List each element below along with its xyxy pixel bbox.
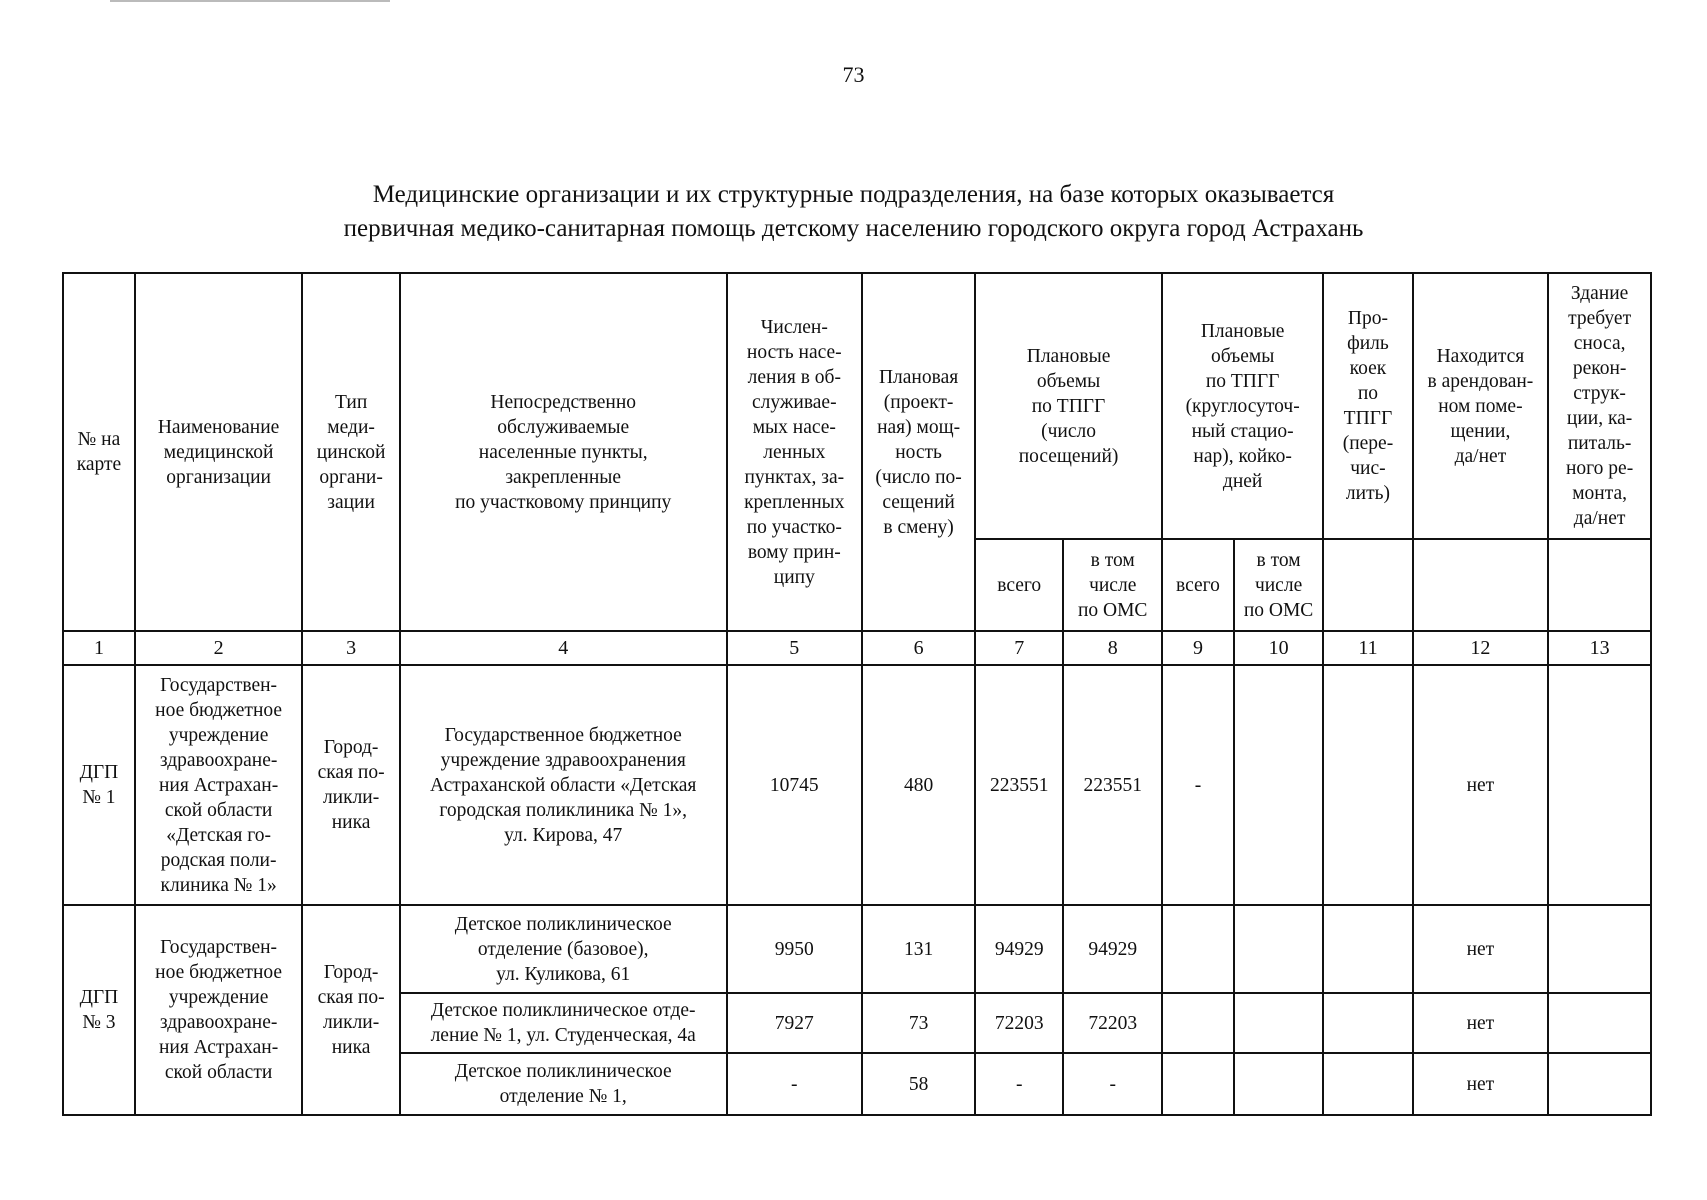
cell-population: 10745 [727,665,863,905]
cell-bed-profile [1323,993,1412,1053]
page-number: 73 [842,62,865,87]
cell-population: 9950 [727,905,863,993]
table-row [63,665,1651,905]
cell-settlement: Детское поликлиническое отделение (базовое), ул. Куликова, 61 [400,905,727,993]
cell-rented: нет [1413,905,1549,993]
column-number: 5 [727,631,863,665]
organizations-table [62,272,1652,1116]
cell-visits-total: 94929 [975,905,1063,993]
cell-needs-repair [1548,905,1651,993]
cell-rented: нет [1413,1053,1549,1115]
header-visits-oms: в том числе по ОМС [1063,539,1162,631]
cell-needs-repair [1548,993,1651,1053]
cell-beds-total: - [1162,665,1234,905]
cell-capacity: 131 [862,905,975,993]
cell-capacity: 58 [862,1053,975,1115]
document-title [0,178,1707,246]
title-line-2: первичная медико-санитарная помощь детскому населению городского округа город Астрахань [343,215,1364,242]
table-body [63,665,1651,1115]
cell-capacity: 73 [862,993,975,1053]
header-capacity: Плановая (проект- ная) мощ- ность (число по- сещений в смену) [862,273,975,631]
header-bed-profile: Про- филь коек по ТПГГ (пере- чис- лить) [1323,273,1412,539]
column-number: 11 [1323,631,1412,665]
cell-visits-oms: - [1063,1053,1162,1115]
column-number: 6 [862,631,975,665]
cell-settlement: Государственное бюджетное учреждение здравоохранения Астраханской области «Детская городская поликлиника № 1», ул. Кирова, 47 [400,665,727,905]
cell-settlement: Детское поликлиническое отделение № 1, [400,1053,727,1115]
column-number: 13 [1548,631,1651,665]
cell-beds-oms [1234,665,1323,905]
cell-visits-oms: 223551 [1063,665,1162,905]
header-org-type: Тип меди- цинской органи- зации [302,273,400,631]
header-settlements: Непосредственно обслуживаемые населенные пункты, закрепленные по участковому принципу [400,273,727,631]
column-number: 9 [1162,631,1234,665]
header-empty-cell [1548,539,1651,631]
column-number: 3 [302,631,400,665]
column-number: 4 [400,631,727,665]
cell-needs-repair [1548,665,1651,905]
table-header [63,273,1651,665]
cell-org-type: Город- ская по- ликли- ника [302,905,400,1115]
header-visits-total: всего [975,539,1063,631]
header-beds-total: всего [1162,539,1234,631]
cell-bed-profile [1323,665,1412,905]
cell-map-no: ДГП № 3 [63,905,135,1115]
table-row [63,905,1651,993]
cell-visits-total: 72203 [975,993,1063,1053]
column-number: 2 [135,631,302,665]
cell-visits-oms: 94929 [1063,905,1162,993]
cell-population: - [727,1053,863,1115]
cell-org-name: Государствен- ное бюджетное учреждение здравоохране- ния Астрахан- ской области «Детская го- родская поли- клиника № 1» [135,665,302,905]
column-number-row [63,631,1651,665]
cell-bed-profile [1323,1053,1412,1115]
header-empty-cell [1323,539,1412,631]
cell-settlement: Детское поликлиническое отде- ление № 1, ул. Студенческая, 4а [400,993,727,1053]
column-number: 7 [975,631,1063,665]
cell-needs-repair [1548,1053,1651,1115]
header-map-no: № на карте [63,273,135,631]
scan-artifact-line [110,0,390,2]
header-planned-bed-days: Плановые объемы по ТПГГ (круглосуточ- ный стацио- нар), койко- дней [1162,273,1323,539]
header-empty-cell [1413,539,1549,631]
cell-bed-profile [1323,905,1412,993]
cell-capacity: 480 [862,665,975,905]
cell-org-type: Город- ская по- ликли- ника [302,665,400,905]
cell-beds-total [1162,1053,1234,1115]
header-needs-repair: Здание требует сноса, рекон- струк- ции, ка- питаль- ного ре- монта, да/нет [1548,273,1651,539]
cell-map-no: ДГП № 1 [63,665,135,905]
cell-beds-total [1162,993,1234,1053]
cell-visits-oms: 72203 [1063,993,1162,1053]
cell-rented: нет [1413,993,1549,1053]
cell-beds-total [1162,905,1234,993]
title-line-1: Медицинские организации и их структурные подразделения, на базе которых оказывается [372,181,1335,208]
cell-beds-oms [1234,905,1323,993]
cell-beds-oms [1234,993,1323,1053]
cell-org-name: Государствен- ное бюджетное учреждение здравоохране- ния Астрахан- ской области [135,905,302,1115]
column-number: 12 [1413,631,1549,665]
header-population: Числен- ность насе- ления в об- служивае- мых насе- ленных пунктах, за- крепленных по участко- вому прин- ципу [727,273,863,631]
column-number: 10 [1234,631,1323,665]
cell-beds-oms [1234,1053,1323,1115]
header-rented: Находится в арендован- ном поме- щении, да/нет [1413,273,1549,539]
cell-population: 7927 [727,993,863,1053]
column-number: 8 [1063,631,1162,665]
header-org-name: Наименование медицинской организации [135,273,302,631]
column-number: 1 [63,631,135,665]
cell-rented: нет [1413,665,1549,905]
header-beds-oms: в том числе по ОМС [1234,539,1323,631]
header-planned-visits: Плановые объемы по ТПГГ (число посещений) [975,273,1162,539]
cell-visits-total: - [975,1053,1063,1115]
cell-visits-total: 223551 [975,665,1063,905]
